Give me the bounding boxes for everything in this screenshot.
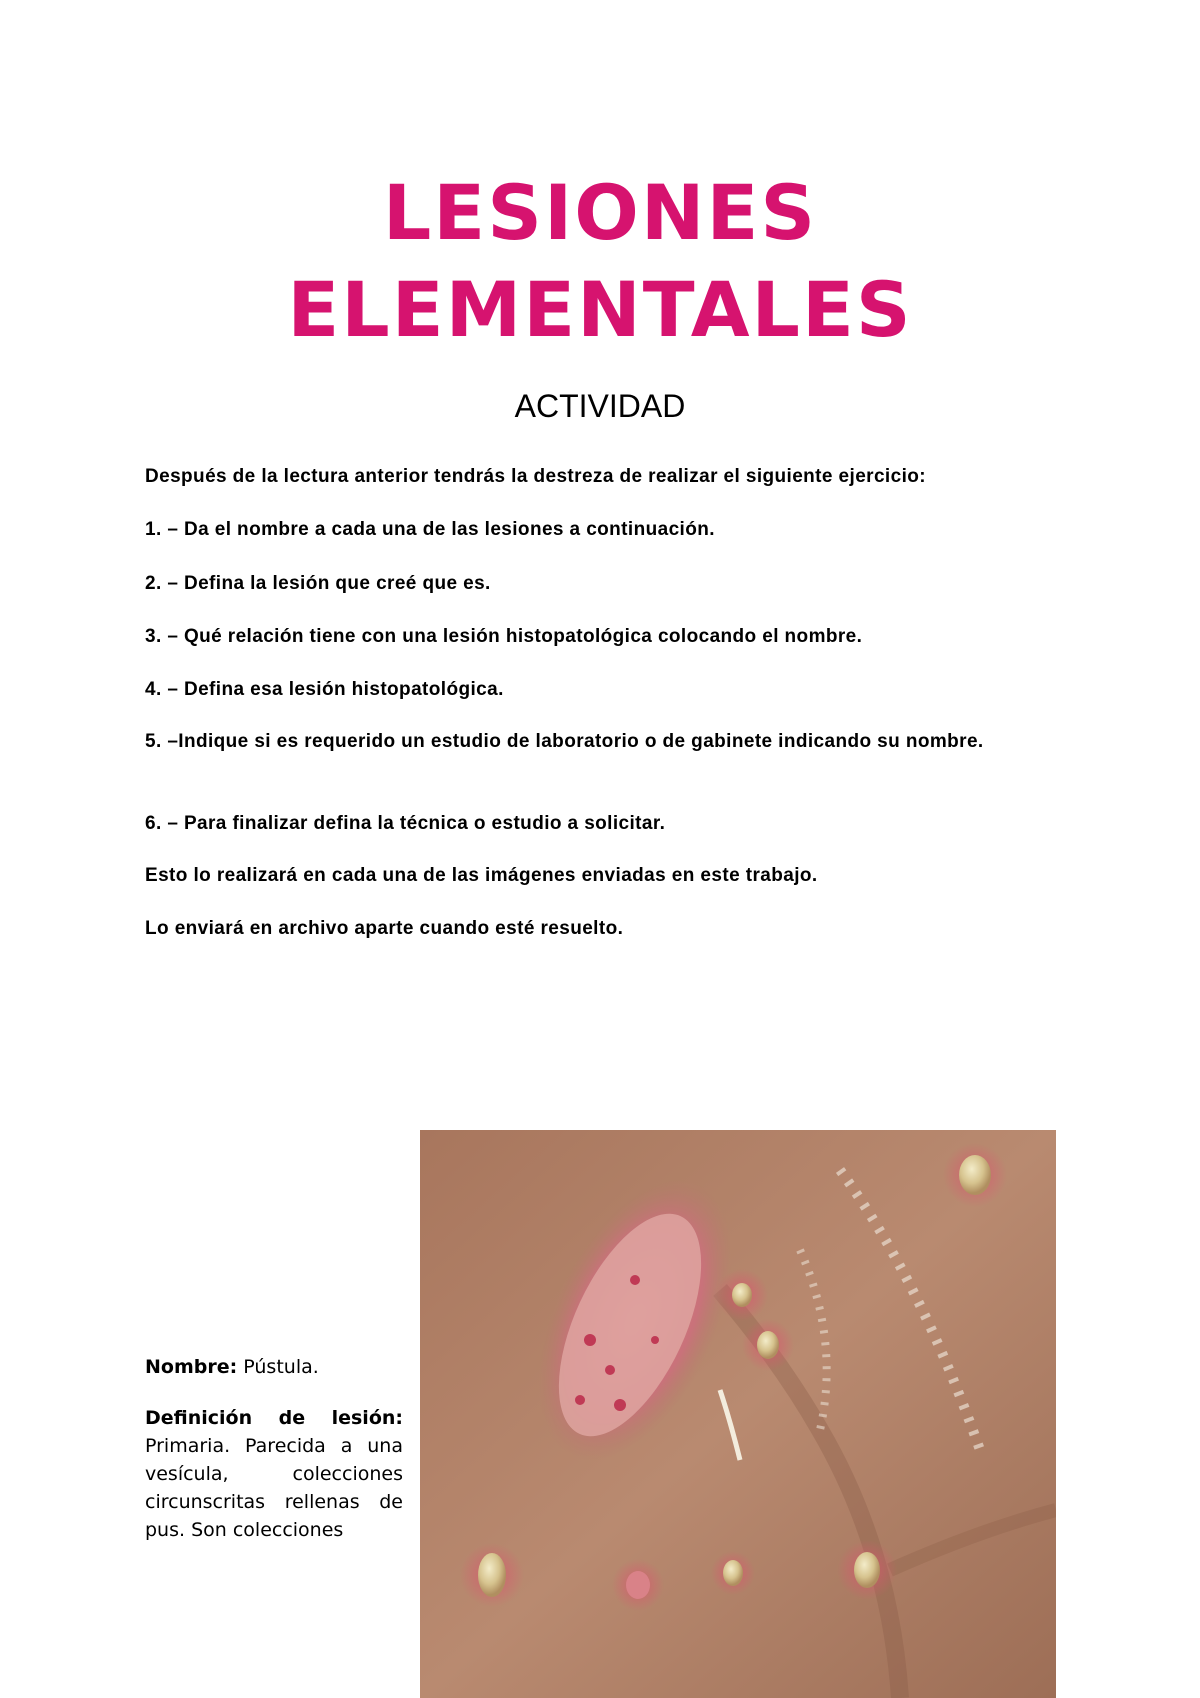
instruction-item-5: 5. –Indique si es requerido un estudio de laboratorio o de gabinete indicando su nombre. — [145, 731, 984, 752]
skin-lesion-photo — [420, 1130, 1056, 1698]
subtitle: ACTIVIDAD — [514, 388, 686, 424]
title-line-1: LESIONES — [382, 168, 818, 257]
instruction-item-4: 4. – Defina esa lesión histopatológica. — [145, 679, 504, 700]
title-line-2: ELEMENTALES — [287, 265, 913, 354]
lesion-name — [145, 1353, 403, 1381]
lesion-definition-label: Definición de lesión: — [145, 1407, 403, 1429]
closing-paragraph-2: Lo enviará en archivo aparte cuando esté resuelto. — [145, 918, 624, 939]
instruction-item-2: 2. – Defina la lesión que creé que es. — [145, 573, 491, 594]
instruction-item-1: 1. – Da el nombre a cada una de las lesiones a continuación. — [145, 519, 715, 540]
intro-paragraph: Después de la lectura anterior tendrás la destreza de realizar el siguiente ejercicio: — [145, 466, 926, 487]
lesion-definition — [145, 1404, 403, 1544]
instruction-item-3: 3. – Qué relación tiene con una lesión histopatológica colocando el nombre. — [145, 626, 863, 647]
lesion-name-label: Nombre: — [145, 1356, 238, 1378]
skin-lesion-photo-icon — [420, 1130, 1056, 1698]
lesion-definition-text: Primaria. Parecida a una vesícula, colecciones circunscritas rellenas de pus. Son colecciones — [145, 1435, 403, 1541]
lesion-name-value: Pústula. — [237, 1356, 319, 1378]
closing-paragraph-1: Esto lo realizará en cada una de las imágenes enviadas en este trabajo. — [145, 865, 818, 886]
instruction-item-6: 6. – Para finalizar defina la técnica o estudio a solicitar. — [145, 813, 666, 834]
